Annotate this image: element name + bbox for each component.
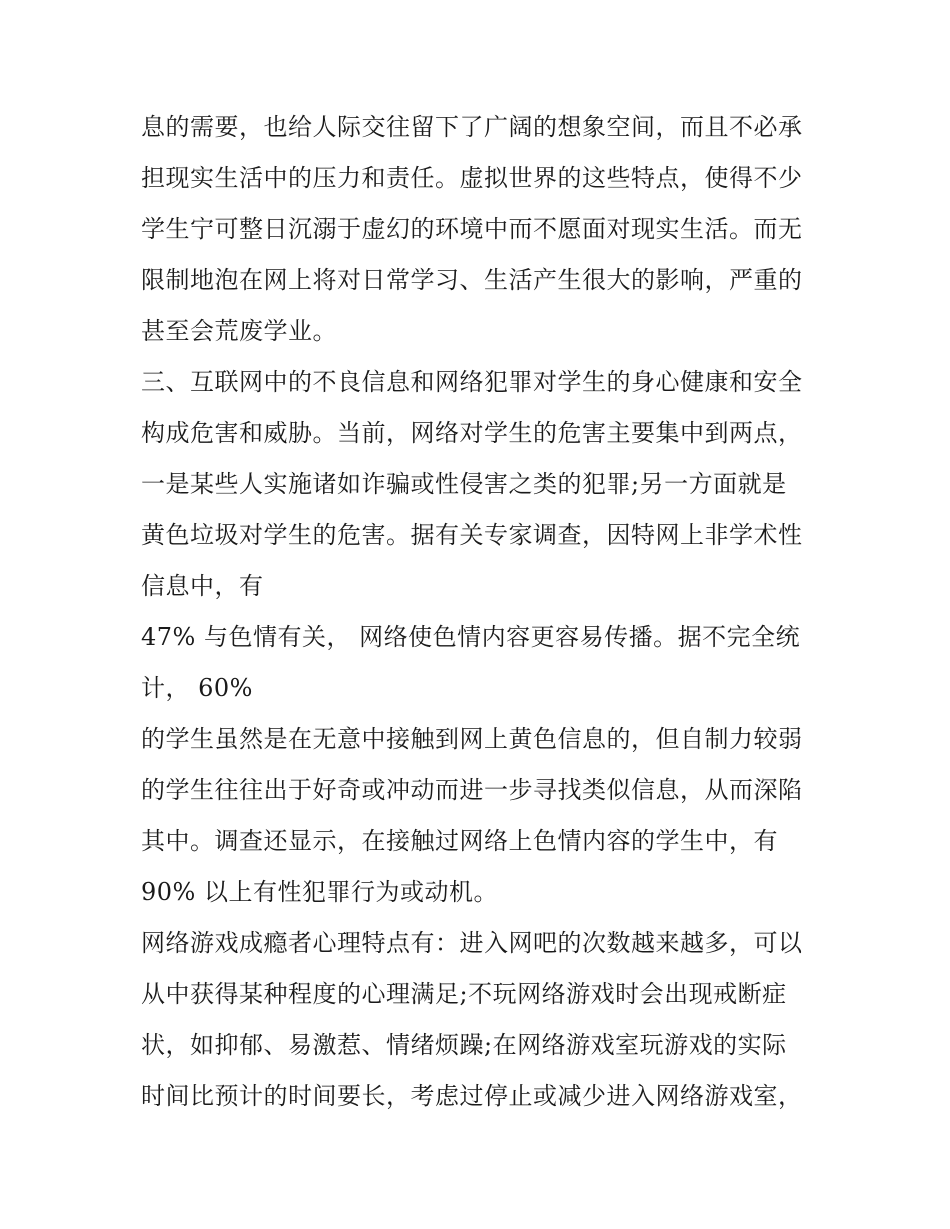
text-line: 构成危害和威胁。当前，网络对学生的危害主要集中到两点，	[141, 419, 803, 447]
text-line: 时间比预计的时间要长，考虑过停止或减少进入网络游戏室，	[141, 1082, 803, 1110]
text-line: 息的需要，也给人际交往留下了广阔的想象空间，而且不必承	[141, 113, 803, 141]
text-line: 的学生往往出于好奇或冲动而进一步寻找类似信息，从而深陷	[141, 776, 803, 804]
text-line: 学生宁可整日沉溺于虚幻的环境中而不愿面对现实生活。而无	[141, 215, 803, 243]
text-line: 担现实生活中的压力和责任。虚拟世界的这些特点，使得不少	[141, 164, 803, 192]
text-line: 限制地泡在网上将对日常学习、生活产生很大的影响，严重的	[141, 266, 803, 294]
text-line: 黄色垃圾对学生的危害。据有关专家调查，因特网上非学术性	[141, 521, 803, 549]
text-line: 从中获得某种程度的心理满足;不玩网络游戏时会出现戒断症	[141, 980, 787, 1008]
text-line: 三、互联网中的不良信息和网络犯罪对学生的身心健康和安全	[141, 368, 803, 396]
text-line: 一是某些人实施诸如诈骗或性侵害之类的犯罪;另一方面就是	[141, 470, 787, 498]
text-line: 的学生虽然是在无意中接触到网上黄色信息的，但自制力较弱	[141, 725, 803, 753]
text-line: 计， 60%	[141, 674, 253, 702]
text-line: 网络游戏成瘾者心理特点有：进入网吧的次数越来越多，可以	[141, 929, 803, 957]
text-line: 状，如抑郁、易激惹、情绪烦躁;在网络游戏室玩游戏的实际	[141, 1031, 787, 1059]
text-line: 47% 与色情有关， 网络使色情内容更容易传播。据不完全统	[141, 623, 801, 651]
text-line: 90% 以上有性犯罪行为或动机。	[141, 878, 498, 906]
text-line: 甚至会荒废学业。	[141, 317, 337, 345]
text-line: 其中。调查还显示，在接触过网络上色情内容的学生中，有	[141, 827, 778, 855]
text-line: 信息中，有	[141, 572, 264, 600]
